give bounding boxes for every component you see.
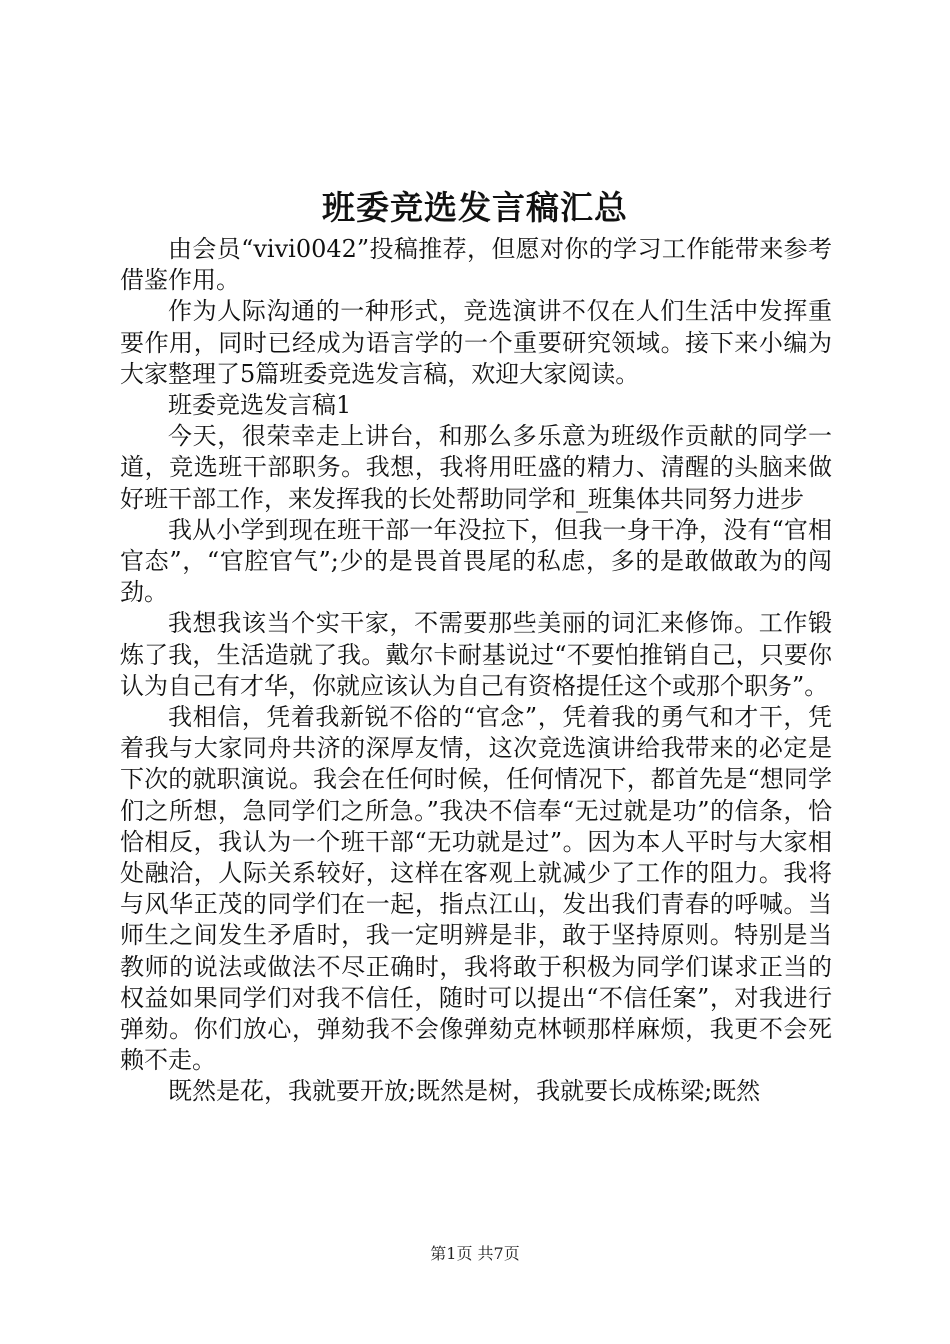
paragraph-preface: 作为人际沟通的一种形式，竞选演讲不仅在人们生活中发挥重要作用，同时已经成为语言学的一个重要研究领域。接下来小编为大家整理了5篇班委竞选发言稿，欢迎大家阅读。 bbox=[120, 297, 832, 388]
document-title: 班委竞选发言稿汇总 bbox=[322, 188, 628, 227]
paragraph: 我从小学到现在班干部一年没拉下，但我一身干净，没有“官相官态”，“官腔官气”;少的是畏首畏尾的私虑，多的是敢做敢为的闯劲。 bbox=[120, 515, 832, 607]
paragraph: 我相信，凭着我新锐不俗的“官念”，凭着我的勇气和才干，凭着我与大家同舟共济的深厚友情，这次竞选演讲给我带来的必定是下次的就职演说。我会在任何时候，任何情况下，都首先是“想同学们之所想，急同学们之所急。”我决不信奉“无过就是功”的信条，恰恰相反，我认为一个班干部“无功就是过”。因为本人平时与大家相处融洽，人际关系较好，这样在客观上就减少了工作的阻力。我将与风华正茂的同学们在一起，指点江山，发出我们青春的呼喊。当师生之间发生矛盾时，我一定明辨是非，敢于坚持原则。特别是当教师的说法或做法不尽正确时，我将敢于积极为同学们谋求正当的权益如果同学们对我不信任，随时可以提出“不信任案”，对我进行弹劾。你们放心，弹劾我不会像弹劾克林顿那样麻烦，我更不会死赖不走。 bbox=[120, 703, 832, 1075]
paragraph: 今天，很荣幸走上讲台，和那么多乐意为班级作贡献的同学一道，竞选班干部职务。我想，我将用旺盛的精力、清醒的头脑来做好班干部工作，来发挥我的长处帮助同学和_班集体共同努力进步 bbox=[120, 422, 832, 513]
paragraph: 我想我该当个实干家，不需要那些美丽的词汇来修饰。工作锻炼了我，生活造就了我。戴尔卡耐基说过“不要怕推销自己，只要你认为自己有才华，你就应该认为自己有资格提任这个或那个职务”。 bbox=[120, 609, 832, 700]
paragraph-intro: 由会员“vivi0042”投稿推荐，但愿对你的学习工作能带来参考借鉴作用。 bbox=[120, 235, 832, 295]
document-body bbox=[120, 234, 832, 1108]
section-heading: 班委竞选发言稿1 bbox=[168, 391, 352, 420]
paragraph: 既然是花，我就要开放;既然是树，我就要长成栋梁;既然 bbox=[168, 1077, 761, 1106]
page-number-footer: 第1页 共7页 bbox=[430, 1244, 520, 1263]
